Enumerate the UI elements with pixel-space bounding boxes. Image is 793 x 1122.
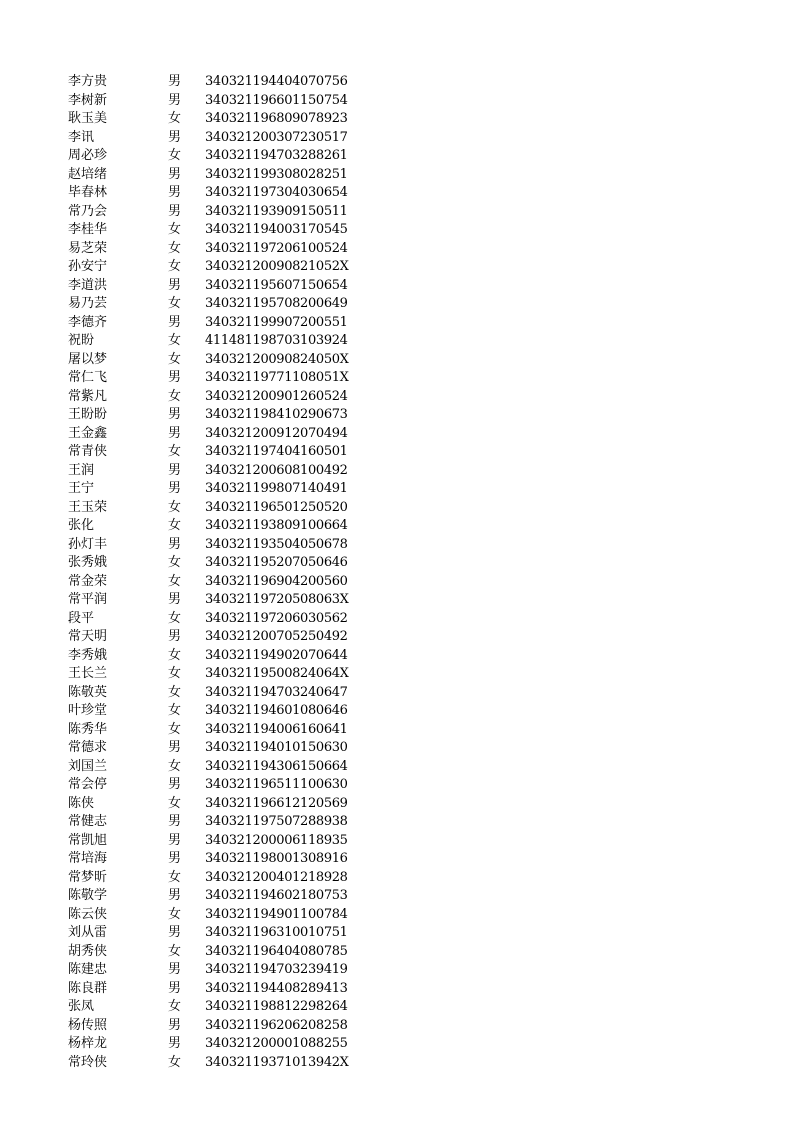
gender-cell: 男 (168, 203, 182, 219)
id-number-cell: 34032119500824064X (205, 666, 349, 681)
id-number-cell: 34032119371013942X (205, 1054, 349, 1070)
gender-cell: 女 (168, 111, 182, 126)
id-number-cell: 340321194902070644 (205, 647, 348, 663)
name-cell: 王金鑫 (68, 425, 108, 441)
name-cell: 王宁 (68, 481, 95, 496)
gender-cell: 男 (168, 314, 182, 330)
name-cell: 刘从雷 (68, 925, 108, 940)
gender-cell: 女 (168, 999, 182, 1014)
table-row (0, 795, 793, 814)
table-row (0, 221, 793, 240)
name-cell: 陈云侠 (68, 906, 108, 922)
gender-cell: 女 (168, 444, 182, 459)
name-cell: 常金荣 (68, 573, 108, 589)
gender-cell: 男 (168, 407, 182, 422)
name-cell: 张秀娥 (68, 555, 108, 570)
name-cell: 陈建忠 (68, 962, 108, 977)
id-number-cell: 340321200705250492 (205, 629, 348, 644)
id-number-cell: 340321200901260524 (205, 388, 348, 404)
gender-cell: 男 (168, 962, 182, 977)
table-row (0, 406, 793, 425)
name-cell: 李道洪 (68, 277, 108, 293)
table-row (0, 591, 793, 610)
gender-cell: 女 (168, 666, 182, 681)
id-number-cell: 340321194703288261 (205, 148, 348, 163)
table-row (0, 166, 793, 185)
gender-cell: 女 (168, 555, 182, 570)
id-number-cell: 340321198812298264 (205, 999, 348, 1014)
id-number-cell: 340321194404070756 (205, 74, 348, 89)
id-number-cell: 340321197206100524 (205, 240, 348, 256)
roster-table (0, 73, 793, 1072)
gender-cell: 男 (168, 1017, 182, 1033)
table-row (0, 73, 793, 92)
id-number-cell: 340321200006118935 (205, 832, 348, 848)
table-row (0, 110, 793, 129)
name-cell: 张化 (68, 518, 95, 533)
id-number-cell: 340321194003170545 (205, 222, 348, 237)
gender-cell: 女 (168, 721, 182, 737)
name-cell: 赵培绪 (68, 166, 108, 182)
id-number-cell: 340321197507288938 (205, 814, 348, 829)
name-cell: 常培海 (68, 851, 108, 866)
id-number-cell: 340321196601150754 (205, 92, 348, 108)
table-row (0, 721, 793, 740)
id-number-cell: 340321196809078923 (205, 111, 348, 126)
gender-cell: 女 (168, 259, 182, 274)
table-row (0, 277, 793, 296)
id-number-cell: 340321194601080646 (205, 703, 348, 718)
gender-cell: 男 (168, 185, 182, 200)
id-number-cell: 340321198001308916 (205, 851, 348, 866)
table-row (0, 573, 793, 592)
gender-cell: 男 (168, 481, 182, 496)
table-row (0, 1054, 793, 1073)
gender-cell: 女 (168, 388, 182, 404)
table-row (0, 906, 793, 925)
name-cell: 陈良群 (68, 980, 108, 996)
id-number-cell: 340321200001088255 (205, 1036, 348, 1051)
name-cell: 李方贵 (68, 74, 108, 89)
name-cell: 周必珍 (68, 148, 108, 163)
name-cell: 易乃芸 (68, 296, 108, 311)
id-number-cell: 340321197304030654 (205, 185, 348, 200)
gender-cell: 男 (168, 851, 182, 866)
name-cell: 耿玉美 (68, 111, 108, 126)
gender-cell: 男 (168, 814, 182, 829)
gender-cell: 女 (168, 1054, 182, 1070)
id-number-cell: 340321194703239419 (205, 962, 348, 977)
table-row (0, 462, 793, 481)
id-number-cell: 340321196206208258 (205, 1017, 348, 1033)
name-cell: 王润 (68, 462, 95, 478)
table-row (0, 240, 793, 259)
name-cell: 常德求 (68, 740, 108, 755)
gender-cell: 男 (168, 129, 182, 145)
gender-cell: 男 (168, 74, 182, 89)
gender-cell: 男 (168, 277, 182, 293)
table-row (0, 480, 793, 499)
table-row (0, 517, 793, 536)
gender-cell: 女 (168, 758, 182, 774)
id-number-cell: 34032120090821052X (205, 259, 349, 274)
id-number-cell: 340321196501250520 (205, 499, 348, 515)
id-number-cell: 340321194602180753 (205, 888, 348, 903)
id-number-cell: 340321196904200560 (205, 573, 348, 589)
table-row (0, 332, 793, 351)
id-number-cell: 340321193909150511 (205, 203, 348, 219)
name-cell: 李树新 (68, 92, 108, 108)
name-cell: 杨传照 (68, 1017, 108, 1033)
id-number-cell: 340321200608100492 (205, 462, 348, 478)
gender-cell: 男 (168, 166, 182, 182)
id-number-cell: 340321199807140491 (205, 481, 348, 496)
name-cell: 叶珍堂 (68, 703, 108, 718)
table-row (0, 850, 793, 869)
id-number-cell: 340321196404080785 (205, 943, 348, 959)
table-row (0, 536, 793, 555)
id-number-cell: 340321196612120569 (205, 795, 348, 811)
name-cell: 李桂华 (68, 222, 108, 237)
gender-cell: 男 (168, 629, 182, 644)
gender-cell: 女 (168, 869, 182, 885)
gender-cell: 男 (168, 777, 182, 792)
gender-cell: 男 (168, 740, 182, 755)
name-cell: 常梦昕 (68, 869, 108, 885)
name-cell: 常青侠 (68, 444, 108, 459)
table-row (0, 443, 793, 462)
table-row (0, 869, 793, 888)
name-cell: 王盼盼 (68, 407, 108, 422)
table-row (0, 758, 793, 777)
table-row (0, 147, 793, 166)
name-cell: 易芝荣 (68, 240, 108, 256)
table-row (0, 369, 793, 388)
table-row (0, 813, 793, 832)
id-number-cell: 340321194006160641 (205, 721, 348, 737)
gender-cell: 男 (168, 536, 182, 552)
table-row (0, 425, 793, 444)
table-row (0, 739, 793, 758)
gender-cell: 女 (168, 296, 182, 311)
id-number-cell: 340321196310010751 (205, 925, 348, 940)
name-cell: 李讯 (68, 129, 95, 145)
gender-cell: 女 (168, 333, 182, 348)
name-cell: 常乃会 (68, 203, 108, 219)
name-cell: 屠以梦 (68, 351, 108, 367)
name-cell: 陈侠 (68, 795, 95, 811)
gender-cell: 男 (168, 888, 182, 903)
id-number-cell: 340321195607150654 (205, 277, 348, 293)
table-row (0, 184, 793, 203)
id-number-cell: 340321197206030562 (205, 610, 348, 626)
table-row (0, 1017, 793, 1036)
table-row (0, 554, 793, 573)
name-cell: 常仁飞 (68, 370, 108, 385)
table-row (0, 1035, 793, 1054)
name-cell: 陈秀华 (68, 721, 108, 737)
table-row (0, 258, 793, 277)
id-number-cell: 340321194901100784 (205, 906, 348, 922)
gender-cell: 女 (168, 148, 182, 163)
name-cell: 胡秀侠 (68, 943, 108, 959)
gender-cell: 女 (168, 943, 182, 959)
id-number-cell: 340321196511100630 (205, 777, 348, 792)
table-row (0, 628, 793, 647)
table-row (0, 647, 793, 666)
name-cell: 常会停 (68, 777, 108, 792)
gender-cell: 女 (168, 240, 182, 256)
name-cell: 常紫凡 (68, 388, 108, 404)
gender-cell: 女 (168, 795, 182, 811)
name-cell: 陈敬学 (68, 888, 108, 903)
gender-cell: 女 (168, 610, 182, 626)
gender-cell: 女 (168, 222, 182, 237)
gender-cell: 女 (168, 684, 182, 700)
table-row (0, 702, 793, 721)
table-row (0, 499, 793, 518)
id-number-cell: 340321200401218928 (205, 869, 348, 885)
gender-cell: 女 (168, 573, 182, 589)
table-row (0, 924, 793, 943)
table-row (0, 943, 793, 962)
name-cell: 毕春林 (68, 185, 108, 200)
id-number-cell: 340321195708200649 (205, 296, 348, 311)
name-cell: 常平润 (68, 592, 108, 607)
name-cell: 陈敬英 (68, 684, 108, 700)
table-row (0, 832, 793, 851)
table-row (0, 129, 793, 148)
id-number-cell: 340321194306150664 (205, 758, 348, 774)
table-row (0, 314, 793, 333)
id-number-cell: 340321194703240647 (205, 684, 348, 700)
gender-cell: 男 (168, 832, 182, 848)
name-cell: 李秀娥 (68, 647, 108, 663)
name-cell: 孙安宁 (68, 259, 108, 274)
name-cell: 王长兰 (68, 666, 108, 681)
name-cell: 段平 (68, 610, 95, 626)
id-number-cell: 340321198410290673 (205, 407, 348, 422)
id-number-cell: 340321199308028251 (205, 166, 348, 182)
gender-cell: 女 (168, 351, 182, 367)
id-number-cell: 34032119771108051X (205, 370, 349, 385)
id-number-cell: 340321194408289413 (205, 980, 348, 996)
table-row (0, 887, 793, 906)
gender-cell: 男 (168, 1036, 182, 1051)
gender-cell: 男 (168, 370, 182, 385)
name-cell: 张凤 (68, 999, 95, 1014)
name-cell: 刘国兰 (68, 758, 108, 774)
name-cell: 李德齐 (68, 314, 108, 330)
name-cell: 常凯旭 (68, 832, 108, 848)
table-row (0, 998, 793, 1017)
table-row (0, 295, 793, 314)
id-number-cell: 340321193504050678 (205, 536, 348, 552)
gender-cell: 女 (168, 906, 182, 922)
name-cell: 杨梓龙 (68, 1036, 108, 1051)
id-number-cell: 411481198703103924 (205, 333, 348, 348)
table-row (0, 665, 793, 684)
id-number-cell: 340321197404160501 (205, 444, 348, 459)
gender-cell: 女 (168, 499, 182, 515)
gender-cell: 男 (168, 980, 182, 996)
table-row (0, 610, 793, 629)
gender-cell: 男 (168, 425, 182, 441)
id-number-cell: 34032119720508063X (205, 592, 349, 607)
id-number-cell: 340321195207050646 (205, 555, 348, 570)
gender-cell: 男 (168, 925, 182, 940)
table-row (0, 388, 793, 407)
table-row (0, 92, 793, 111)
id-number-cell: 340321200307230517 (205, 129, 348, 145)
table-row (0, 776, 793, 795)
gender-cell: 女 (168, 703, 182, 718)
name-cell: 王玉荣 (68, 499, 108, 515)
table-row (0, 684, 793, 703)
gender-cell: 男 (168, 92, 182, 108)
table-row (0, 980, 793, 999)
id-number-cell: 34032120090824050X (205, 351, 349, 367)
id-number-cell: 340321200912070494 (205, 425, 348, 441)
name-cell: 祝盼 (68, 333, 95, 348)
gender-cell: 女 (168, 518, 182, 533)
table-row (0, 351, 793, 370)
id-number-cell: 340321193809100664 (205, 518, 348, 533)
name-cell: 常玲侠 (68, 1054, 108, 1070)
name-cell: 常健志 (68, 814, 108, 829)
gender-cell: 女 (168, 647, 182, 663)
id-number-cell: 340321194010150630 (205, 740, 348, 755)
table-row (0, 961, 793, 980)
gender-cell: 男 (168, 462, 182, 478)
name-cell: 常天明 (68, 629, 108, 644)
id-number-cell: 340321199907200551 (205, 314, 348, 330)
name-cell: 孙灯丰 (68, 536, 108, 552)
gender-cell: 男 (168, 592, 182, 607)
table-row (0, 203, 793, 222)
